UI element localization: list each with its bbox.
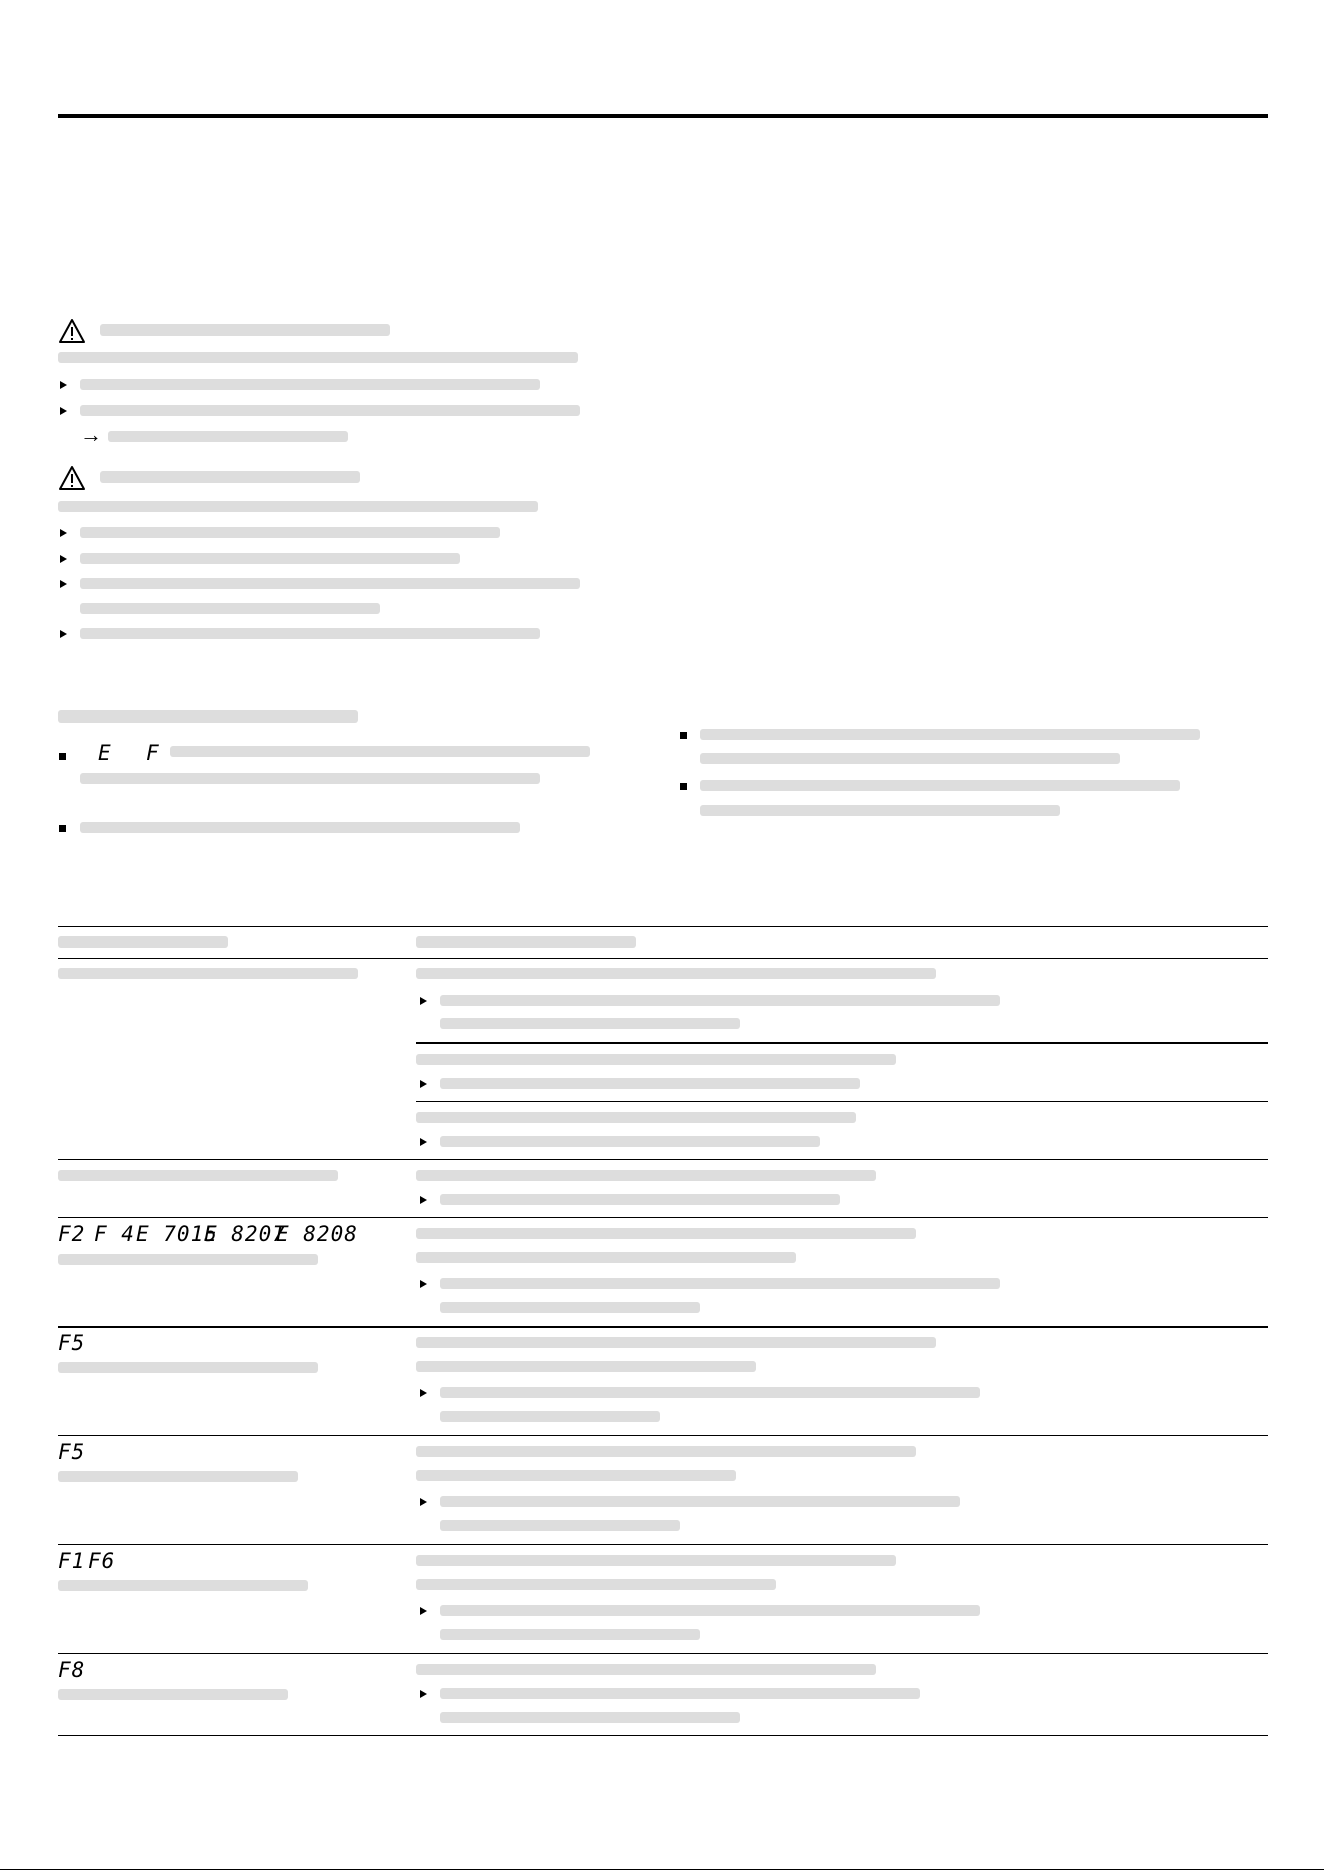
table-header-line [416,936,636,948]
code-e: E [98,741,112,765]
warning-text-line [58,352,578,363]
arrow-right-icon: → [80,422,102,447]
table-cell-line [440,1496,960,1507]
square-bullet-icon [59,753,66,760]
table-row-rule [58,1435,1268,1436]
table-cell-line [440,1387,980,1398]
code-f6: F6 [88,1549,116,1573]
list-item-line [80,578,580,589]
warning-text-line [58,501,538,512]
table-row-rule [58,1653,1268,1654]
list-item-line [80,773,540,784]
table-cell-line [416,1337,936,1348]
code-f5: F5 [58,1331,86,1355]
table-cell-line [416,1361,756,1372]
triangle-bullet-icon [420,997,427,1005]
table-cell-line [440,1629,700,1640]
triangle-bullet-icon [420,1607,427,1615]
table-cell-line [58,1689,288,1700]
table-cell-line [416,1555,896,1566]
list-item-line [80,603,380,614]
table-row-rule [58,1326,1268,1328]
list-item-line [80,822,520,833]
list-item-line [700,753,1120,764]
list-item-line [108,431,348,442]
table-cell-line [416,1579,776,1590]
table-cell-line [416,1252,796,1263]
table-cell-line [440,1278,1000,1289]
list-item-line [80,553,460,564]
square-bullet-icon [59,825,66,832]
table-cell-line [416,1470,736,1481]
table-cell-line [440,995,1000,1006]
section-heading-line [58,710,358,723]
triangle-bullet-icon [420,1280,427,1288]
triangle-bullet-icon [60,630,67,638]
table-bottom-rule [58,1735,1268,1736]
table-cell-line [416,1170,876,1181]
table-cell-line [416,968,936,979]
table-row-rule [58,1217,1268,1218]
triangle-bullet-icon [420,1690,427,1698]
triangle-bullet-icon [420,1196,427,1204]
table-row-rule [58,1159,1268,1160]
table-cell-line [416,1446,916,1457]
table-cell-line [440,1688,920,1699]
triangle-bullet-icon [60,529,67,537]
table-top-rule [58,926,1268,927]
code-f2: F2 [58,1222,86,1246]
table-cell-line [416,1112,856,1123]
list-item-line [80,405,580,416]
warning-heading-line [100,324,390,336]
square-bullet-icon [680,783,687,790]
table-cell-line [416,1664,876,1675]
list-item-line [170,746,590,757]
code-f5: F5 [58,1440,86,1464]
table-cell-line [440,1078,860,1089]
code-f1: F1 [58,1549,86,1573]
page-bottom-rule [0,1869,1324,1870]
table-cell-line [58,1362,318,1373]
table-cell-line [440,1605,980,1616]
table-cell-line [440,1136,820,1147]
triangle-bullet-icon [420,1138,427,1146]
code-e7015: E 7015 [136,1222,218,1246]
warning-triangle-icon [58,465,86,491]
table-row-rule [58,1544,1268,1545]
list-item-line [80,628,540,639]
table-cell-line [58,1254,318,1265]
list-item-line [80,379,540,390]
table-cell-line [58,1471,298,1482]
table-cell-line [440,1411,660,1422]
table-cell-line [58,1580,308,1591]
code-e8208: E 8208 [276,1222,358,1246]
list-item-line [700,805,1060,816]
table-subrow-rule [416,1101,1268,1102]
code-f: F [146,741,160,765]
triangle-bullet-icon [420,1080,427,1088]
table-cell-line [58,968,358,979]
table-cell-line [416,1054,896,1065]
table-header-line [58,936,228,948]
triangle-bullet-icon [60,381,67,389]
square-bullet-icon [680,732,687,739]
triangle-bullet-icon [60,407,67,415]
triangle-bullet-icon [60,580,67,588]
triangle-bullet-icon [60,555,67,563]
warning-triangle-icon [58,318,86,344]
table-cell-line [416,1228,916,1239]
table-cell-line [440,1302,700,1313]
code-f4: F 4 [94,1222,135,1246]
table-cell-line [440,1520,680,1531]
list-item-line [700,780,1180,791]
table-header-rule [58,958,1268,959]
header-rule [58,114,1268,118]
triangle-bullet-icon [420,1389,427,1397]
table-cell-line [440,1712,740,1723]
triangle-bullet-icon [420,1498,427,1506]
table-cell-line [58,1170,338,1181]
table-cell-line [440,1194,840,1205]
warning-heading-line [100,471,360,483]
code-e8207: E 8207 [204,1222,286,1246]
list-item-line [700,729,1200,740]
table-cell-line [440,1018,740,1029]
list-item-line [80,527,500,538]
table-subrow-rule [416,1042,1268,1044]
code-f8: F8 [58,1658,86,1682]
